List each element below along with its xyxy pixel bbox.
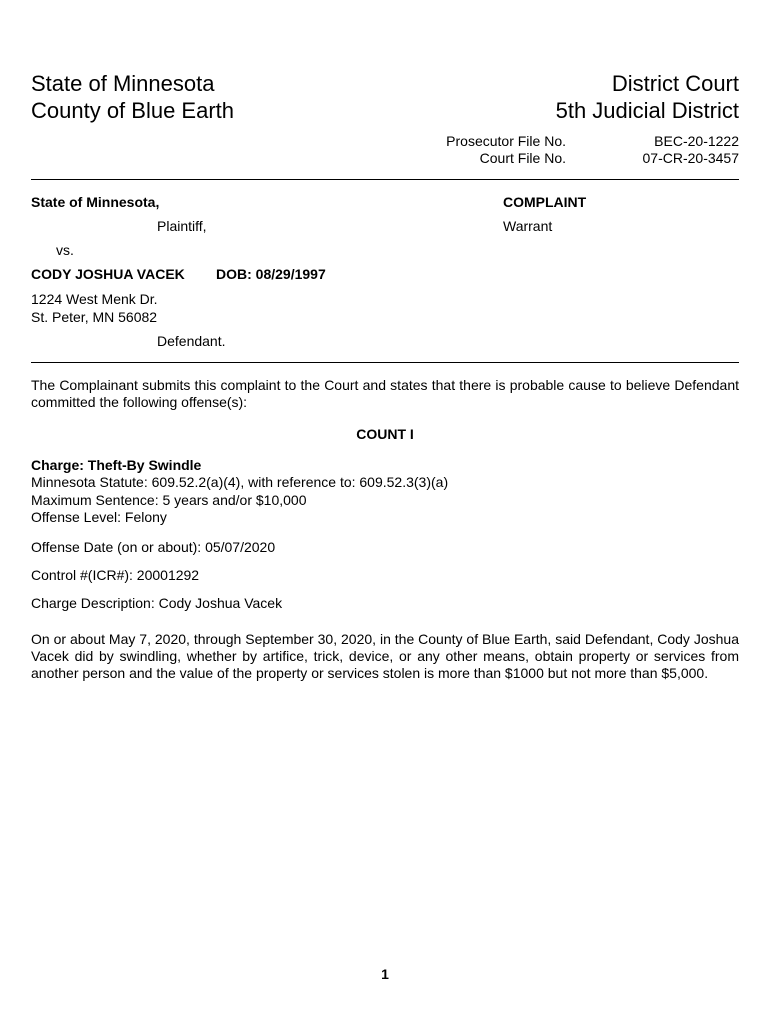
court-name: District Court xyxy=(611,71,739,96)
prosecutor-file-number: BEC-20-1222 xyxy=(654,133,739,149)
offense-level: Offense Level: Felony xyxy=(31,508,167,525)
charge-details xyxy=(31,457,448,526)
caption-divider xyxy=(31,362,739,363)
court-file-label: Court File No. xyxy=(479,150,566,166)
defendant-dob: DOB: 08/29/1997 xyxy=(216,266,326,282)
plaintiff-role: Plaintiff, xyxy=(157,218,207,234)
max-sentence: Maximum Sentence: 5 years and/or $10,000 xyxy=(31,491,307,508)
charge-description: Charge Description: Cody Joshua Vacek xyxy=(31,595,283,611)
charge-name: Charge: Theft-By Swindle xyxy=(31,457,202,473)
defendant-name: CODY JOSHUA VACEK xyxy=(31,266,185,282)
judicial-district: 5th Judicial District xyxy=(555,98,739,123)
intro-paragraph: The Complainant submits this complaint to the Court and states that there is probable cause to believe Defendant committed the following offense(s): xyxy=(31,377,739,410)
file-number-labels xyxy=(446,133,566,167)
defendant-address-line1: 1224 West Menk Dr. xyxy=(31,291,158,307)
jurisdiction-header xyxy=(31,70,234,124)
defendant-address-line2: St. Peter, MN 56082 xyxy=(31,309,158,325)
court-header xyxy=(556,70,739,124)
plaintiff-name: State of Minnesota, xyxy=(31,194,160,210)
defendant-role: Defendant. xyxy=(157,333,226,349)
document-type: COMPLAINT xyxy=(503,194,587,210)
prosecutor-file-label: Prosecutor File No. xyxy=(446,133,566,149)
document-subtype: Warrant xyxy=(503,218,553,234)
file-number-values xyxy=(643,133,740,167)
narrative-paragraph: On or about May 7, 2020, through September 30, 2020, in the County of Blue Earth, said Defendant, Cody Joshua Vacek did by swindling, whether by artifice, trick, device, or any other means, obtain property or services from another person and the value of the property or services stolen is more than $1000 but not more than $5,000. xyxy=(31,631,739,681)
court-file-number: 07-CR-20-3457 xyxy=(642,150,739,166)
offense-date: Offense Date (on or about): 05/07/2020 xyxy=(31,539,276,555)
header-divider xyxy=(31,179,739,180)
control-number: Control #(ICR#): 20001292 xyxy=(31,567,200,583)
state-name: State of Minnesota xyxy=(31,71,215,96)
count-title: COUNT I xyxy=(356,426,414,442)
versus-label: vs. xyxy=(56,242,74,258)
statute: Minnesota Statute: 609.52.2(a)(4), with reference to: 609.52.3(3)(a) xyxy=(31,474,449,491)
page-number: 1 xyxy=(381,966,389,982)
county-name: County of Blue Earth xyxy=(31,98,235,123)
